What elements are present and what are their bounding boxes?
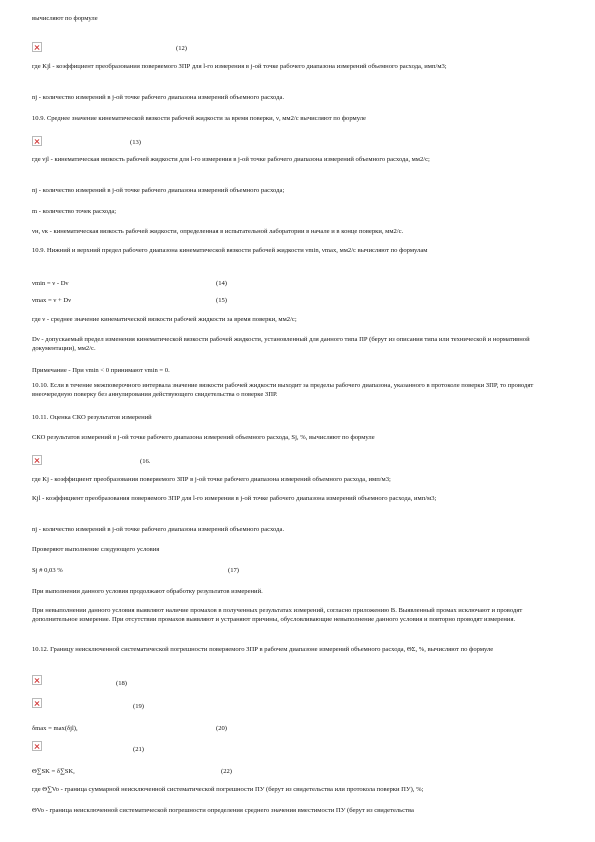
- text-paragraph: Dν - допускаемый предел изменения кинематической вязкости рабочей жидкости, установленный для данного типа ПР (берут из описания типа или технической и нормативной документации), мм2/с.: [32, 336, 530, 353]
- equation-number: (21): [133, 746, 144, 753]
- text-paragraph: ΘVo - граница неисключенной систематической погрешности определения среднего значения вместимости ПУ (берут из свидетельства: [32, 807, 414, 814]
- formula-delta-max: δmax = max(δjl),: [32, 725, 78, 732]
- broken-image-icon: [32, 455, 42, 465]
- formula-vmax: νmax = ν + Dν: [32, 297, 72, 304]
- equation-number: (12): [176, 45, 187, 52]
- equation-number: (15): [216, 297, 227, 304]
- equation-number: (20): [216, 725, 227, 732]
- text-paragraph: где νjl - кинематическая вязкость рабочей жидкости для l-го измерения в j-ой точке рабочего диапазона измерений объемного расхода, мм2/с;: [32, 156, 430, 163]
- equation-number: (14): [216, 280, 227, 287]
- section-heading: 10.11. Оценка СКО результатов измерений: [32, 414, 152, 421]
- equation-number: (13): [130, 139, 141, 146]
- broken-image-icon: [32, 136, 42, 146]
- broken-image-icon: [32, 698, 42, 708]
- text-paragraph: Проверяют выполнение следующего условия: [32, 546, 160, 553]
- formula-vmin: νmin = ν - Dν: [32, 280, 69, 287]
- formula-condition: Sj # 0,03 %: [32, 567, 63, 574]
- text-paragraph: nj - количество измерений в j-ой точке рабочего диапазона измерений объемного расхода.: [32, 94, 285, 101]
- text-paragraph: где Kjl - коэффициент преобразования поверяемого ЗПР для l-го измерения в j-ой точке рабочего диапазона измерений объемного расхода, имп/м3;: [32, 63, 447, 70]
- text-paragraph: Kjl - коэффициент преобразования поверяемого ЗПР для l-го измерения в j-ой точке рабочего диапазона измерений объемного расхода, имп/м3;: [32, 495, 437, 502]
- text-paragraph: При невыполнении данного условия выявляют наличие промахов в полученных результатах измерений, согласно приложению В. Выявленный промах исключают и проводят дополнительное измерение. При отсутствии промахов выявляют и устраняют причины, обусловливающие невыполнение данного условия и повторно проводят измерения.: [32, 607, 523, 624]
- equation-number: (19): [133, 703, 144, 710]
- text-paragraph: При выполнении данного условия продолжают обработку результатов измерений.: [32, 588, 263, 595]
- text-paragraph: m - количество точек расхода;: [32, 208, 117, 215]
- broken-image-icon: [32, 675, 42, 685]
- broken-image-icon: [32, 42, 42, 52]
- text-paragraph: nj - количество измерений в j-ой точке рабочего диапазона измерений объемного расхода.: [32, 526, 285, 533]
- text-paragraph: СКО результатов измерений в j-ой точке рабочего диапазона измерений объемного расхода, Sj, %, вычисляют по формуле: [32, 434, 375, 441]
- equation-number: (16.: [140, 458, 151, 465]
- text-paragraph: 10.9. Среднее значение кинематической вязкости рабочей жидкости за время поверки, ν, мм2/с вычисляют по формуле: [32, 115, 366, 122]
- formula-theta-sum: Θ∑SK = δ∑SK,: [32, 768, 75, 775]
- text-paragraph: nj - количество измерений в j-ой точке рабочего диапазона измерений объемного расхода;: [32, 187, 285, 194]
- text-paragraph: 10.10. Если в течение межповерочного интервала значение вязкости рабочей жидкости выходит за пределы рабочего диапазона, указанного в протоколе поверки ЗПР, то проводят внеочередную поверку без аннулирования действующего свидетельства о поверке ЗПР.: [32, 382, 534, 399]
- text-paragraph: где Θ∑Vo - граница суммарной неисключенной систематической погрешности ПУ (берут из свидетельства или протокола поверки ПУ), %;: [32, 786, 424, 793]
- note-paragraph: Примечание - При νmin < 0 принимают νmin = 0.: [32, 367, 170, 374]
- text-paragraph: νн, νк - кинематическая вязкость рабочей жидкости, определенная в испытательной лаборатории в начале и в конце поверки, мм2/с.: [32, 228, 404, 235]
- text-paragraph: где Kj - коэффициент преобразования поверяемого ЗПР в j-ой точке рабочего диапазона измерений объемного расхода, имп/м3;: [32, 476, 391, 483]
- equation-number: (17): [228, 567, 239, 574]
- broken-image-icon: [32, 741, 42, 751]
- text-paragraph: 10.9. Нижний и верхний предел рабочего диапазона кинематической вязкости рабочей жидкости νmin, νmax, мм2/с вычисляют по формулам: [32, 247, 428, 254]
- text-paragraph: 10.12. Границу неисключенной систематической погрешности поверяемого ЗПР в рабочем диапазоне измерений объемного расхода, ΘΣ, %, вычисляют по формуле: [32, 646, 494, 653]
- text-paragraph: где ν - среднее значение кинематической вязкости рабочей жидкости за время поверки, мм2/с;: [32, 316, 297, 323]
- equation-number: (22): [221, 768, 232, 775]
- text-paragraph: вычисляют по формуле: [32, 15, 98, 22]
- equation-number: (18): [116, 680, 127, 687]
